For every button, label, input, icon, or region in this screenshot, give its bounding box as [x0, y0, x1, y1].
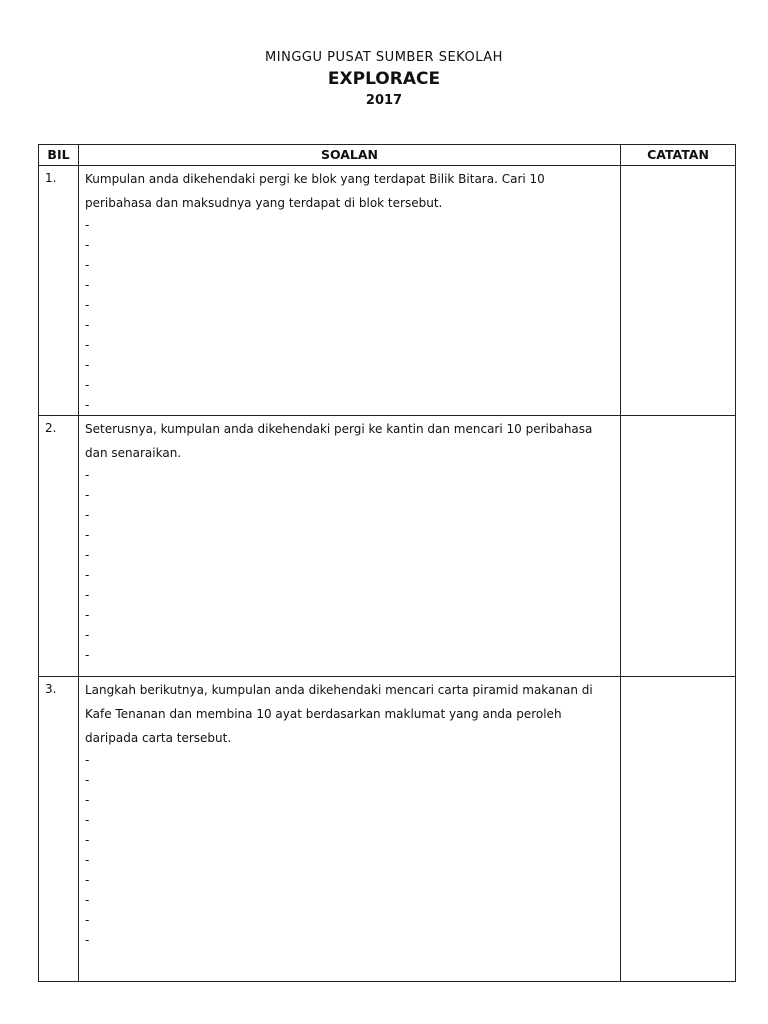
- question-cell: [79, 416, 621, 677]
- answer-line: -: [85, 853, 90, 867]
- answer-line: -: [85, 338, 90, 352]
- table-row: [39, 416, 736, 677]
- answer-line: -: [85, 873, 90, 887]
- answer-line: -: [85, 278, 90, 292]
- answer-line: -: [85, 628, 90, 642]
- row-number: 1.: [39, 166, 79, 416]
- question-cell: [79, 166, 621, 416]
- answer-line: -: [85, 793, 90, 807]
- question-text: Langkah berikutnya, kumpulan anda dikehendaki mencari carta piramid makanan di Kafe Tenanan dan membina 10 ayat berdasarkan maklumat yang anda peroleh daripada carta tersebut.: [85, 683, 593, 745]
- column-header-soalan: SOALAN: [79, 145, 621, 166]
- table-row: [39, 677, 736, 982]
- row-number: 2.: [39, 416, 79, 677]
- answer-line: -: [85, 258, 90, 272]
- question-text: Kumpulan anda dikehendaki pergi ke blok yang terdapat Bilik Bitara. Cari 10 peribahasa dan maksudnya yang terdapat di blok tersebut.: [85, 172, 545, 210]
- answer-line: -: [85, 298, 90, 312]
- notes-cell: [621, 677, 736, 982]
- notes-cell: [621, 166, 736, 416]
- answer-line: -: [85, 238, 90, 252]
- answer-line: -: [85, 528, 90, 542]
- answer-line: -: [85, 893, 90, 907]
- answer-line: -: [85, 398, 90, 412]
- answer-line: -: [85, 568, 90, 582]
- document-title: EXPLORACE: [327, 69, 441, 89]
- answer-line: -: [85, 773, 90, 787]
- answer-line: -: [85, 588, 90, 602]
- answer-line: -: [85, 218, 90, 232]
- row-number: 3.: [39, 677, 79, 982]
- answer-line: -: [85, 548, 90, 562]
- answer-line: -: [85, 648, 90, 662]
- answer-line: -: [85, 833, 90, 847]
- document-year: 2017: [365, 93, 403, 108]
- answer-line: -: [85, 468, 90, 482]
- answer-line: -: [85, 508, 90, 522]
- answer-line: -: [85, 933, 90, 947]
- answer-line: -: [85, 358, 90, 372]
- column-header-catatan: CATATAN: [621, 145, 736, 166]
- document-header: [0, 48, 768, 112]
- document-subtitle: MINGGU PUSAT SUMBER SEKOLAH: [265, 50, 503, 65]
- question-cell: [79, 677, 621, 982]
- question-table: [38, 144, 736, 982]
- answer-line: -: [85, 318, 90, 332]
- answer-line: -: [85, 913, 90, 927]
- answer-line: -: [85, 753, 90, 767]
- notes-cell: [621, 416, 736, 677]
- answer-line: -: [85, 488, 90, 502]
- answer-line: -: [85, 813, 90, 827]
- answer-line: -: [85, 608, 90, 622]
- column-header-bil: BIL: [39, 145, 79, 166]
- table-row: [39, 166, 736, 416]
- answer-line: -: [85, 378, 90, 392]
- question-text: Seterusnya, kumpulan anda dikehendaki pergi ke kantin dan mencari 10 peribahasa dan senaraikan.: [85, 422, 593, 460]
- table-header-row: [39, 145, 736, 166]
